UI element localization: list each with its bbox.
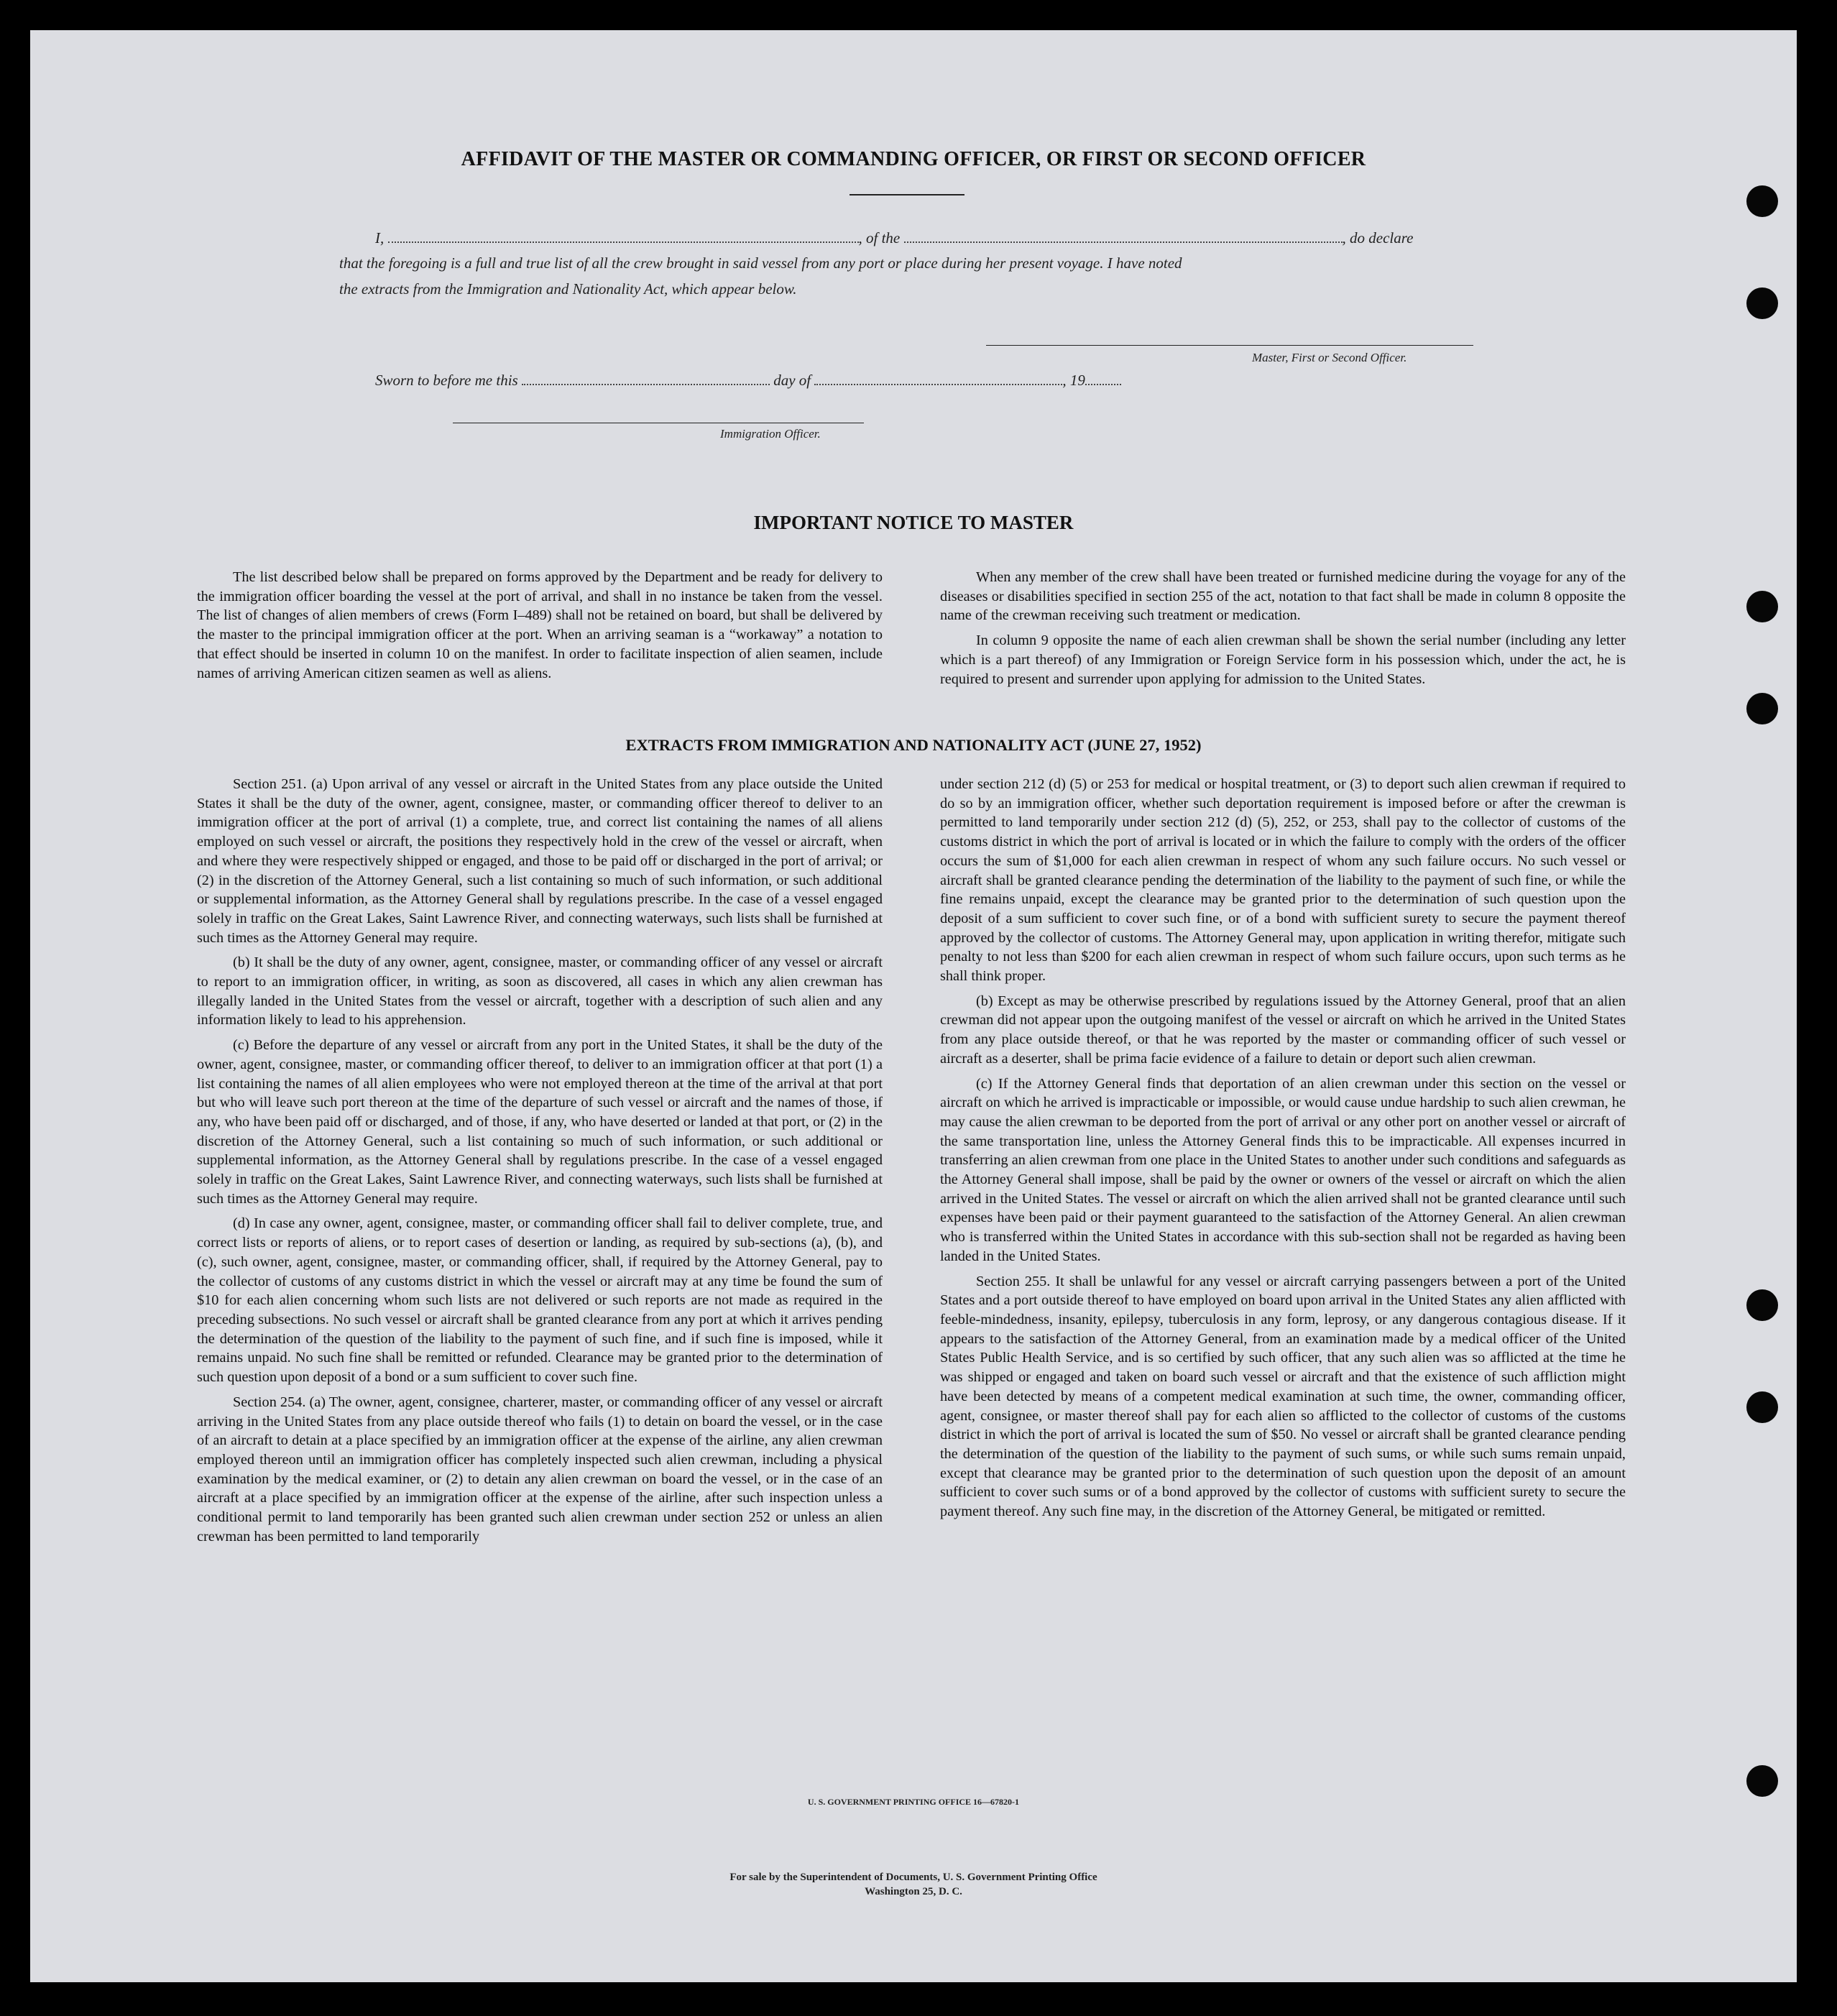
master-signature-caption: Master, First or Second Officer. bbox=[1252, 351, 1407, 364]
act-paragraph: Section 251. (a) Upon arrival of any vessel or aircraft in the United States from any place outside the United States it shall be the duty of the owner, agent, consignee, master, or commanding officer thereof to deliver to an immigration officer at the port of arrival (1) a complete, true, and correct list containing the names of all aliens employed on such vessel or aircraft, the positions they respectively hold in the crew of the vessel or aircraft, when and where they were respectively shipped or engaged, and those to be paid off or discharged in the port of arrival; or (2) in the discretion of the Attorney General, such a list containing so much of such information, or such additional or supplemental information, as the Attorney General shall by regulations prescribe. In the case of a vessel engaged solely in traffic on the Great Lakes, Saint Lawrence River, and connecting waterways, such lists shall be furnished at such times as the Attorney General may require. bbox=[197, 776, 883, 946]
sworn-line bbox=[375, 371, 1121, 390]
sale-notice: For sale by the Superintendent of Documents, U. S. Government Printing Office bbox=[729, 1872, 1097, 1883]
notice-right-column bbox=[940, 568, 1626, 689]
punch-hole bbox=[1746, 693, 1778, 724]
affidavit-title: AFFIDAVIT OF THE MASTER OR COMMANDING OFFICER, OR FIRST OR SECOND OFFICER bbox=[461, 148, 1366, 170]
day-of-label: day of bbox=[773, 372, 811, 389]
act-paragraph: (b) Except as may be otherwise prescribed by regulations issued by the Attorney General, proof that an alien crewman did not appear upon the outgoing manifest of the vessel or aircraft on which he arrived in the United States from any place outside thereof, or that he was reported by the master or commanding officer of such vessel or aircraft as a deserter, shall be prima facie evidence of a failure to detain or deport such alien crewman. bbox=[940, 993, 1626, 1067]
sworn-year-field[interactable] bbox=[1085, 371, 1121, 385]
punch-hole bbox=[1746, 1391, 1778, 1423]
extracts-title: EXTRACTS FROM IMMIGRATION AND NATIONALITY ACT (JUNE 27, 1952) bbox=[625, 736, 1202, 754]
gpo-imprint: U. S. GOVERNMENT PRINTING OFFICE 16—67820-1 bbox=[807, 1797, 1020, 1807]
vessel-name-field[interactable] bbox=[904, 229, 1343, 243]
sworn-day-field[interactable] bbox=[522, 371, 770, 385]
do-declare-label: , do declare bbox=[1342, 229, 1414, 247]
officer-signature-caption: Immigration Officer. bbox=[720, 427, 821, 441]
master-signature-line[interactable] bbox=[986, 345, 1473, 346]
notice-paragraph: The list described below shall be prepared on forms approved by the Department and be ready for delivery to the immigration officer boarding the vessel at the port of arrival, and shall in no instance be taken from the vessel. The list of changes of alien members of crews (Form I–489) shall not be retained on board, but shall be delivered by the master to the principal immigration officer at the port. When an arriving seaman is a “workaway” a notation to that effect should be inserted in column 10 on the manifest. In order to facilitate inspection of alien seamen, include names of arriving American citizen seamen as well as aliens. bbox=[197, 569, 883, 681]
notice-paragraph: When any member of the crew shall have been treated or furnished medicine during the voyage for any of the diseases or disabilities specified in section 255 of the act, notation to that fact shall be made in column 8 opposite the name of the crewman receiving such treatment or medication. bbox=[940, 569, 1626, 624]
act-paragraph: under section 212 (d) (5) or 253 for medical or hospital treatment, or (3) to deport such alien crewman if required to do so by an immigration officer, whether such deportation requirement is imposed before or after the crewman is permitted to land temporarily under section 212 (d) (5), 252, or 253, shall pay to the collector of customs of the customs district in which the port of arrival is located or in which the failure to comply with the orders of the officer occurs the sum of $1,000 for each alien crewman in respect of whom any such failure occurs. No such vessel or aircraft shall be granted clearance pending the determination of the liability to the payment of such fine, or while the fine remains unpaid, except the clearance may be granted prior to the determination of such question upon the deposit of a sum sufficient to cover such fine, or of a bond with sufficient surety to secure the payment thereof approved by the collector of customs. The Attorney General may, upon application in writing therefor, mitigate such penalty to not less than $200 for each alien crewman in respect of whom such failure occurs, upon such terms as he shall think proper. bbox=[940, 776, 1626, 985]
punch-hole bbox=[1746, 1765, 1778, 1797]
sworn-label: Sworn to before me this bbox=[375, 372, 518, 389]
notice-title: IMPORTANT NOTICE TO MASTER bbox=[753, 512, 1074, 533]
punch-hole bbox=[1746, 287, 1778, 319]
extracts-right-column bbox=[940, 775, 1626, 1522]
punch-hole bbox=[1746, 1289, 1778, 1321]
sworn-month-field[interactable] bbox=[814, 371, 1062, 385]
declaration-line-1 bbox=[375, 229, 1413, 247]
act-paragraph: (b) It shall be the duty of any owner, agent, consignee, master, or commanding officer of any vessel or aircraft to report to an immigration officer, in writing, as soon as discovered, all cases in which any alien crewman has illegally landed in the United States from the vessel or aircraft, together with a description of such alien and any information likely to lead to his apprehension. bbox=[197, 954, 883, 1028]
act-paragraph: Section 254. (a) The owner, agent, consignee, charterer, master, or commanding officer of any vessel or aircraft arriving in the United States from any place outside thereof who fails (1) to detain on board the vessel, or in the case of an aircraft to detain at a place specified by an immigration officer at the expense of the airline, any alien crewman employed thereon until an immigration officer has completely inspected such alien crewman, including a physical examination by the medical examiner, or (2) to detain any alien crewman on board the vessel, or in the case of an aircraft at a place specified by an immigration officer at the expense of the airline, after such inspection unless a conditional permit to land temporarily has been granted such alien crewman under section 252 or unless an alien crewman has been permitted to land temporarily bbox=[197, 1394, 883, 1545]
sale-address: Washington 25, D. C. bbox=[865, 1886, 962, 1897]
notice-left-column bbox=[197, 568, 883, 683]
act-paragraph: (c) If the Attorney General finds that deportation of an alien crewman under this section on the vessel or aircraft on which he arrived is impracticable or impossible, or would cause undue hardship to such alien crewman, he may cause the alien crewman to be deported from the port of arrival or any other port on another vessel or aircraft of the same transportation line, unless the Attorney General finds this to be impracticable. All expenses incurred in transferring an alien crewman from one place in the United States to another under such conditions and safeguards as the Attorney General shall impose, shall be paid by the owner or owners of the vessel or aircraft on which the alien arrived in the United States. The vessel or aircraft on which the alien arrived shall not be granted clearance until such expenses have been paid or their payment guaranteed to the satisfaction of the Attorney General. An alien crewman who is transferred within the United States in accordance with this sub-section shall not be regarded as having been landed in the United States. bbox=[940, 1075, 1626, 1264]
year-label: , 19 bbox=[1062, 372, 1085, 389]
declaration-line-2: that the foregoing is a full and true list of all the crew brought in said vessel from any port or place during her present voyage. I have noted bbox=[339, 254, 1182, 272]
of-the-label: , of the bbox=[858, 229, 901, 247]
act-paragraph: (d) In case any owner, agent, consignee, master, or commanding officer shall fail to deliver complete, true, and correct lists or reports of aliens, or to report cases of desertion or landing, as required by sub-sections (a), (b), and (c), such owner, agent, consignee, master, or commanding officer, shall, if required by the Attorney General, pay to the collector of customs of any customs district in which the vessel or aircraft may at any time be found the sum of $10 for each alien concerning whom such lists are not delivered or such reports are not made as required in the preceding subsections. No such vessel or aircraft shall be granted clearance from any port at which it arrives pending the determination of the question of the liability to the payment of such fine, and if such fine is imposed, while it remains unpaid. No such fine shall be remitted or refunded. Clearance may be granted prior to the determination of such question upon deposit of a bond or a sum sufficient to cover such fine. bbox=[197, 1215, 883, 1386]
punch-hole bbox=[1746, 591, 1778, 622]
extracts-left-column bbox=[197, 775, 883, 1546]
master-name-field[interactable] bbox=[388, 229, 859, 243]
form-page bbox=[30, 30, 1797, 1982]
title-rule bbox=[850, 194, 964, 195]
notice-paragraph: In column 9 opposite the name of each alien crewman shall be shown the serial number (including any letter which is a part thereof) of any Immigration or Foreign Service form in his possession which, under the act, he is required to present and surrender upon applying for admission to the United States. bbox=[940, 632, 1626, 687]
i-label: I, bbox=[375, 229, 385, 247]
declaration-line-3: the extracts from the Immigration and Nationality Act, which appear below. bbox=[339, 280, 797, 298]
act-paragraph: (c) Before the departure of any vessel or aircraft from any port in the United States, it shall be the duty of the owner, agent, consignee, master, or commanding officer thereof, to deliver to an immigration officer at that port (1) a list containing the names of all alien employees who were not employed thereon at the time of the arrival at that port but who will leave such port thereon at the time of the departure of such vessel or aircraft and the names of those, if any, who have been paid off or discharged, and of those, if any, who have deserted or landed at that port, or (2) in the discretion of the Attorney General, such a list containing so much of such information, or such additional or supplemental information, as the Attorney General shall by regulations prescribe. In the case of a vessel engaged solely in traffic on the Great Lakes, Saint Lawrence River, and connecting waterways, such lists shall be furnished at such times as the Attorney General may require. bbox=[197, 1037, 883, 1207]
punch-hole bbox=[1746, 185, 1778, 217]
act-paragraph: Section 255. It shall be unlawful for any vessel or aircraft carrying passengers between a port of the United States and a port outside thereof to have employed on board upon arrival in the United States any alien afflicted with feeble-mindedness, insanity, epilepsy, tuberculosis in any form, leprosy, or any dangerous contagious disease. If it appears to the satisfaction of the Attorney General, from an examination made by a medical officer of the United States Public Health Service, and is so certified by such officer, that any such alien was so afflicted at the time he was shipped or engaged and taken on board such vessel or aircraft and that the existence of such affliction might have been detected by means of a competent medical examination at such time, the owner, commanding officer, agent, consignee, or master thereof shall pay for each alien so afflicted to the collector of customs of the customs district in which the port of arrival is located the sum of $50. No vessel or aircraft shall be granted clearance pending the determination of the question of the liability to the payment of such sums, or while such sums remain unpaid, except that clearance may be granted prior to the determination of such question upon the deposit of an amount sufficient to cover such sums or of a bond approved by the collector of customs with sufficient surety to secure the payment thereof. Any such fine may, in the discretion of the Attorney General, be mitigated or remitted. bbox=[940, 1273, 1626, 1520]
